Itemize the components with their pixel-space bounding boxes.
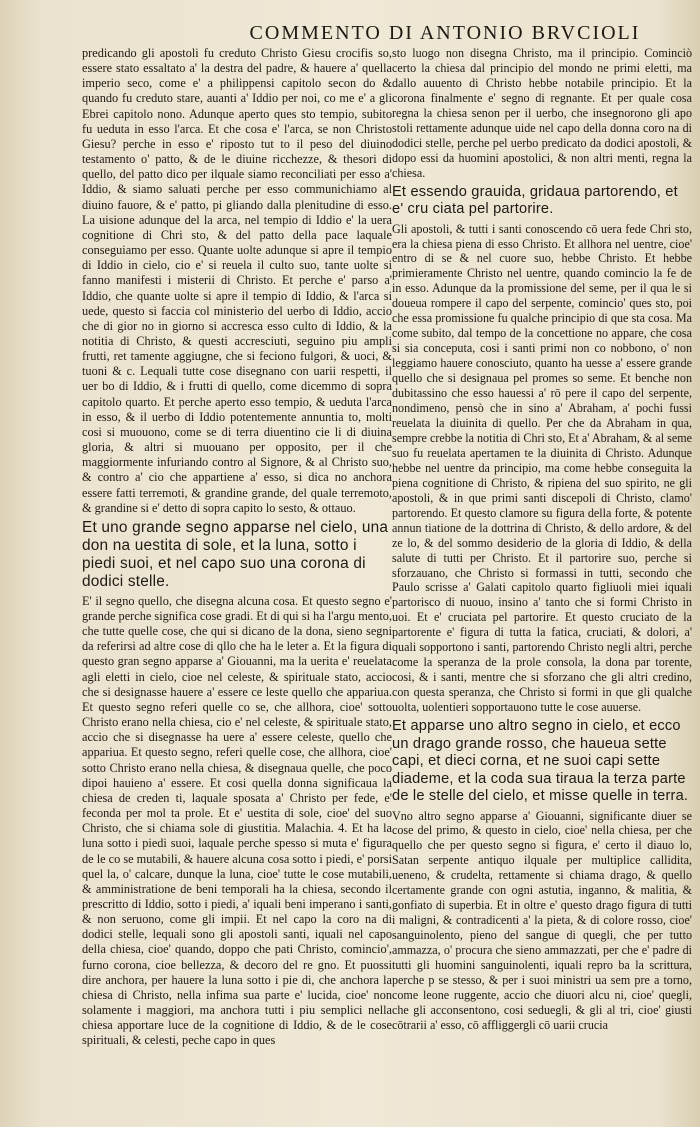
commentary-paragraph: Vno altro segno apparse a' Giouanni, significante diuer se cose del primo, & questo in cielo, cioe' nella chiesa, per che quello che per questo segno si figura, e' certo il diauo lo, Satan serpente antiquo ilquale per multiplice callidita, ueneno, & crudelta, rettamente si chiama drago, & quello certamente grande con ogni astutia, inganno, & malitia, & gonfiato di superbia. Et in oltre e' questo drago figura di tutti i maligni, & contradicenti a' la pieta, & di colore rosso, cioe' sanguinolento, pieno del sangue di quegli, che per tutto ammazza, o' procura che sieno ammazzati, per che e' padre di tutti gli huomini sanguinolenti, iquali repro ba la scrittura, perche p se stesso, & per i suoi ministri ua sem pre a torno, come leone ruggente, accio che diuori alcu ni, cioe' quegli, che gli acconsentono, cosi seduegli, & gli al tri, cioe' giusti cōtrarii a' esso, cō affliggergli cō uarii crucia (392, 808, 692, 1032)
scripture-verse-heading: Et essendo grauida, gridaua partorendo, et e' cru ciata pel partorire. (392, 183, 678, 218)
right-column (392, 46, 692, 1036)
commentary-paragraph: sto luogo non disegna Christo, ma il principio. Cominciò certo la chiesa dal principio del mondo ne primi eletti, ma dallo auuento di Christo hebbe notabile principio. Et la corona finalmente e' segno di regnante. Et per quale cosa regna la chiesa senon per il uerbo, che insegnorono gli apo stoli rettamente adunque uide nel capo della donna coro na di dodici stelle, perche pel uerbo predicato da dodici apostoli, & dopo essi da huomini apostolici, & non altri menti, regna la chiesa. (392, 46, 692, 180)
left-column (82, 46, 392, 1052)
commentary-paragraph: predicando gli apostoli fu creduto Christo Giesu crocifis so, essere stato essaltato a' la destra del padre, & hauere a' quella imperio seco, come e' a philippensi capitolo secon do & quando fu creduto stare, auanti a' Iddio per noi, co me e' a gli Ebrei capitolo nono. Adunque aperto ques sto tempio, subito fu ueduta in esso l'arca. Et che cosa e' l'arca, se non Christo Giesu? perche in esso e' riposto tut to il peso del diuino testamento o' patto, & de le diuine ricchezze, & thesori di quello, del patto dico per ilquale siamo reconciliati per esso a' Iddio, & siamo saluati perche per esso communichiamo al diuino fauore, & e' patto, pi gliando dalla plenitudine di esso. La uisione adunque del la arca, nel tempio di Iddio e' la uera cognitione di Chri sto, & del patto della pace laquale conseguiamo per esso. Quante uolte adunque si apre il tempio di Iddio in cielo, cio e' si reuela il culto suo, tante uolte si fanno manifesti i misterii di Christo. Et perche e' parso a' Iddio, che quante uolte si apre il tempio di Iddio, & l'arca si uede, questo si faccia col ministerio del uerbo di Iddio, accio che di gior no in giorno si accresca esso culto di Iddio, & la notitia di Christo, & questi accresciuti, seguino piu ampli frutti, ret tamente aggiugne, che si feciono fulgori, & uoci, & tuoni & c. Lequali tutte cose disegnano con uarii respetti, il uer bo di Iddio, & i frutti di quello, come dicemmo di sopra capitolo quarto. Et perche aperto esso tempio, & ueduta l'arca in esso, & il uerbo di Iddio potentemente annuntia to, molti cosi si muouono, come se di terra diuentino cie li di diuina gloria, & altri si muouano per opposito, per il che maggiormente infuriando contro al Signore, & al Christo suo, & contro a' cio che appartiene a' esso, si dica no anchora essere fatti terremoti, & grandine grande, del quale terremoto, & grandine si e' detto di sopra capito lo sesto, & ottauo. (82, 46, 392, 515)
commentary-paragraph: E' il segno quello, che disegna alcuna cosa. Et questo segno e' grande perche significa cose gradi. Et di qui si ha l'argu mento, che tutte quelle cose, che qui si dicano de la dona, sieno segni da referirsi ad altre cose di qllo che ha le leter a. Et la figura di questo gran segno apparse a' Giouanni, ma la uerita e' reuelata agli eletti in cielo, cioe nel celeste, & spirituale stato, accio che si designasse hauere a' essere ce leste quello che appariua. Et questo segno referi quelle co se, che allhora, cioe' sotto Christo erano nella chiesa, cio e' nel celeste, & spirituale stato, accio che si disegnasse ha uere a' essere celeste, quello che appariua. Et questo segno, referi quelle cose, che allhora, cioe' sotto Christo erano nella chiesa, & disegnaua quelle, che poco dipoi hauieno a' essere. Et cosi quella donna significaua la chiesa de creden ti, laquale sposata a' Christo per fede, e' feconda per mol ta prole. Et e' uestita di sole, cioe' del suo Christo, che si chiama sole di giustitia. Malachia. 4. Et ha la luna sotto i piedi suoi, laquale perche spesso si muta e' figura de le co se mutabili, & hauere alcuna cosa sotto i piedi, e' porsi quel la, o' calcare, dunque la luna, cioe' tutte le cose mutabili, & amministratione de beni temporali ha la chiesa, secondo il prescritto di Iddio, sotto i piedi, a' iquali beni imperano i santi, & non seruono, come gli impii. Et nel capo la coro na di dodici stelle, lequali sono gli apostoli santi, iquali nel capo della chiesa, cioe' quando, doppo che pati Christo, comincio', furno corona, cioe bellezza, & decoro del re gno. Et puossi dire anchora, per hauere la luna sotto i pie di, che anchora la chiesa di Christo, nella infima sua parte e' lucida, cioe' non solamente i maggiori, ma anchora tutti i piu semplici nella chiesa apportare luce de la cognitione di Iddio, & de le cose spirituali, & celesti, peche capo in ques (82, 593, 392, 1048)
commentary-paragraph: Gli apostoli, & tutti i santi conoscendo cō uera fede Chri sto, era la chiesa piena di esso Christo. Et allhora nel uentre, cioe' entro di se & nel cuore suo, hebbe Christo. Et hebbe primieramente Christo nel uentre, quando comincio la fe de in esso. Adunque da la promissione del seme, per il qua le si doueua rompere il capo del serpente, comincio' ques sto, poi che essa promissione fu qualche principio di que sta cosa. Ma come subito, dal tempo de la concettione no appare, che cosa si sia conceputa, cosi i santi primi non co nobbono, o' non leggiamo hauere conosciuto, quanto ha uesse a' essere grande quello che si designaua pel promes so seme. Et benche non dubitassino che esso hauessi a' rō pere il capo del serpente, nondimeno, pensò che in sino a' Abraham, a' pochi fussi reuelata la diuinita di quello. Per che da Abraham in qua, sempre crebbe la notitia di Chri sto, Et a' Abraham, & al seme suo fu reuelata apertamen te la diuinita di Christo. Adunque hebbe nel uentre da principio, ma come hebbe conseguita la piena cognitione di Christo, & ripiena del suo spirito, ne gli apostoli, & in que primi santi discepoli di Christo, clamo' partorendo. Et questo clamore su figura della forte, & potente annun tiatione de la dottrina di Christo, & dello ardore, & del ze lo, & del sommo desiderio de la gloria di Iddio, & della salute di tutti per Christo. Et il partorire suo, perche si sforzauano, che Christo si formassi in tutti, secondo che Paulo scrisse a' Galati capitolo quarto figliuoli miei iquali partorisco di nuouo, insino a' tanto che si formi Christo in uoi. Et e' cruciata pel partorire. Et questo cruciato de la partorente e' figura di tutta la fatica, cruciati, & dolori, a' quali sopportono i santi, partorendo Christo negli altri, perche come la speranza de la prole consola, la dona par torente, cosi, & i santi, mentre che si sforzano che gli altri credino, con questa speranza, che Christo si formi in que gli qualche uolta, uolentieri sopportauono tutte le cose auuerse. (392, 221, 692, 715)
scripture-verse-heading: Et uno grande segno apparse nel cielo, una don na uestita di sole, et la luna, sotto i piedi suoi, et nel capo suo una corona di dodici stelle. (82, 518, 389, 590)
running-header: COMMENTO DI ANTONIO BRVCIOLI (249, 22, 641, 44)
scripture-verse-heading: Et apparse uno altro segno in cielo, et ecco un drago grande rosso, che haueua sette capi, et dieci corna, et ne suoi capi sette diademe, et la coda sua tiraua la terza parte de le stelle del cielo, et misse quelle in terra. (392, 718, 689, 805)
